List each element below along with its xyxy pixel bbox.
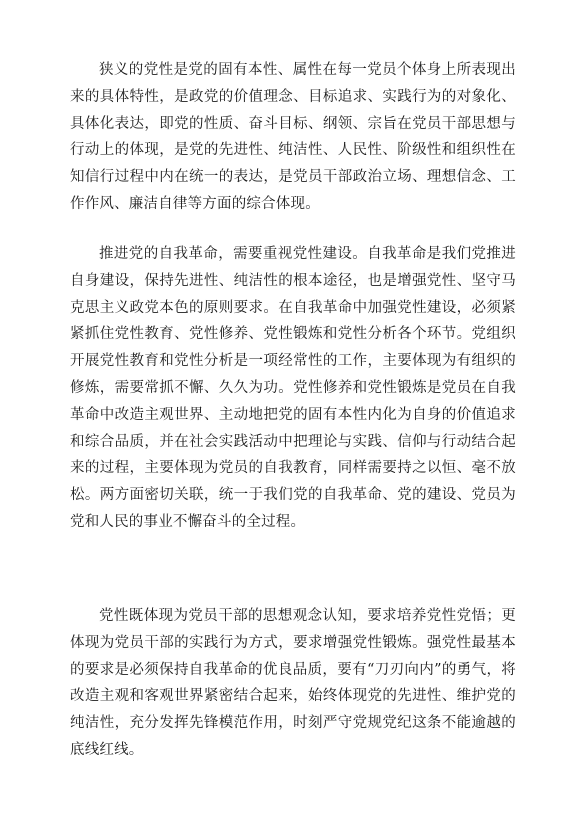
paragraph-self-revolution: 推进党的自我革命，需要重视党性建设。自我革命是我们党推进自身建设，保持先进性、纯洁性的根本途径，也是增强党性、坚守马克思主义政党本色的原则要求。在自我革命中加强党性建设，必须紧紧抓住党性教育、党性修养、党性锻炼和党性分析各个环节。党组织开展党性教育和党性分析是一项经常性的工作，主要体现为有组织的修炼，需要常抓不懈、久久为功。党性修养和党性锻炼是党员在自我革命中改造主观世界、主动地把党的固有本性内化为自身的价值追求和综合品质，并在社会实践活动中把理论与实践、信仰与行动结合起来的过程，主要体现为党员的自我教育，同样需要持之以恒、毫不放松。两方面密切关联，统一于我们党的自我革命、党的建设、党员为党和人民的事业不懈奋斗的全过程。 [70,246,516,530]
paragraph-narrow-party-spirit: 狭义的党性是党的固有本性、属性在每一党员个体身上所表现出来的具体特性，是政党的价值理念、目标追求、实践行为的对象化、具体化表达，即党的性质、奋斗目标、纲领、宗旨在党员干部思想与行动上的体现，是党的先进性、纯洁性、人民性、阶级性和组织性在知信行过程中内在统一的表达，是党员干部政治立场、理想信念、工作作风、廉洁自律等方面的综合体现。 [70,62,516,212]
paragraph-party-spirit-practice: 党性既体现为党员干部的思想观念认知，要求培养党性党悟；更体现为党员干部的实践行为方式，要求增强党性锻炼。强党性最基本的要求是必须保持自我革命的优良品质，要有“刀刃向内”的勇气，将改造主观和客观世界紧密结合起来，始终体现党的先进性、维护党的纯洁性，充分发挥先锋模范作用，时刻严守党规党纪这条不能逾越的底线红线。 [70,608,516,758]
